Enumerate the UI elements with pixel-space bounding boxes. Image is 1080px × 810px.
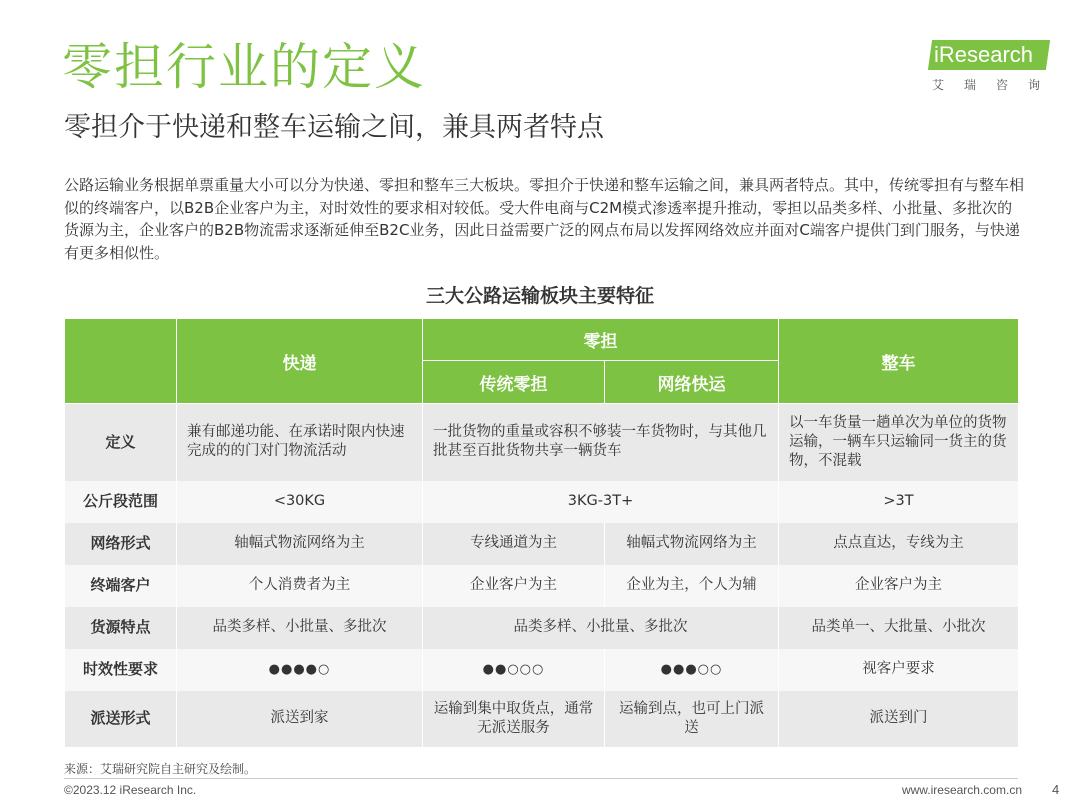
header-traditional-ltl: 传统零担: [423, 361, 605, 404]
header-ltl: 零担: [423, 319, 779, 361]
cell-traditional: 运输到集中取货点，通常无派送服务: [423, 691, 605, 747]
table-row-customer: [65, 565, 1019, 607]
cell-traditional: 企业客户为主: [423, 565, 605, 607]
cell-ftl: 派送到门: [779, 691, 1019, 747]
cell-traditional: 专线通道为主: [423, 523, 605, 565]
logo-name: iResearch: [934, 42, 1034, 67]
header-network-express: 网络快运: [605, 361, 779, 404]
cell-network: 企业为主，个人为辅: [605, 565, 779, 607]
cell-ftl: >3T: [779, 481, 1019, 523]
rating-dots-network: ●●●○○: [605, 649, 779, 691]
source-note: 来源：艾瑞研究院自主研究及绘制。: [64, 762, 257, 776]
header-ftl: 整车: [779, 319, 1019, 404]
cell-ltl: 一批货物的重量或容积不够装一车货物时，与其他几批甚至百批货物共享一辆货车: [423, 404, 779, 481]
cell-express: 品类多样、小批量、多批次: [177, 607, 423, 649]
cell-ftl: 以一车货量一趟单次为单位的货物运输，一辆车只运输同一货主的货物，不混载: [779, 404, 1019, 481]
intro-paragraph: 公路运输业务根据单票重量大小可以分为快递、零担和整车三大板块。零担介于快递和整车运输之间，兼具两者特点。其中，传统零担有与整车相似的终端客户，以B2B企业客户为主，对时效性的要求相对较低。受大件电商与C2M模式渗透率提升推动，零担以品类多样、小批量、多批次的货源为主，企业客户的B2B物流需求逐渐延伸至B2C业务，因此日益需要广泛的网点布局以发挥网络效应并面对C端客户提供门到门服务，与快递有更多相似性。: [64, 176, 1025, 262]
cell-ftl: 点点直达，专线为主: [779, 523, 1019, 565]
cell-ftl: 视客户要求: [779, 649, 1019, 691]
row-label: 公斤段范围: [65, 481, 177, 523]
header-corner: [65, 319, 177, 404]
table-row-definition: [65, 404, 1019, 481]
iresearch-logo: [922, 36, 1061, 96]
row-label: 终端客户: [65, 565, 177, 607]
cell-express: <30KG: [177, 481, 423, 523]
website-link[interactable]: www.iresearch.com.cn: [901, 783, 1022, 797]
table-row-weight: [65, 481, 1019, 523]
cell-ftl: 企业客户为主: [779, 565, 1019, 607]
table-row-network: [65, 523, 1019, 565]
page-title: 零担行业的定义: [62, 38, 426, 96]
cell-express: 兼有邮递功能、在承诺时限内快速完成的的门对门物流活动: [177, 404, 423, 481]
features-table: [64, 318, 1019, 747]
footer-divider: [64, 778, 1018, 779]
cell-ltl: 品类多样、小批量、多批次: [423, 607, 779, 649]
cell-ftl: 品类单一、大批量、小批次: [779, 607, 1019, 649]
row-label: 货源特点: [65, 607, 177, 649]
cell-ltl: 3KG-3T+: [423, 481, 779, 523]
cell-express: 派送到家: [177, 691, 423, 747]
row-label: 派送形式: [65, 691, 177, 747]
table-title: 三大公路运输板块主要特征: [425, 285, 654, 307]
page-number: 4: [1052, 782, 1060, 797]
cell-network: 轴幅式物流网络为主: [605, 523, 779, 565]
cell-network: 运输到点，也可上门派送: [605, 691, 779, 747]
copyright-text: ©2023.12 iResearch Inc.: [64, 783, 197, 797]
table-row-timeliness: [65, 649, 1019, 691]
cell-express: 轴幅式物流网络为主: [177, 523, 423, 565]
row-label: 定义: [65, 404, 177, 481]
logo-subtitle: 艾瑞咨询: [932, 78, 1061, 92]
rating-dots-traditional: ●●○○○: [423, 649, 605, 691]
table-row-delivery: [65, 691, 1019, 747]
page-subtitle: 零担介于快递和整车运输之间，兼具两者特点: [64, 112, 604, 143]
rating-dots-express: ●●●●○: [177, 649, 423, 691]
header-express: 快递: [177, 319, 423, 404]
table-row-cargo: [65, 607, 1019, 649]
cell-express: 个人消费者为主: [177, 565, 423, 607]
row-label: 时效性要求: [65, 649, 177, 691]
row-label: 网络形式: [65, 523, 177, 565]
